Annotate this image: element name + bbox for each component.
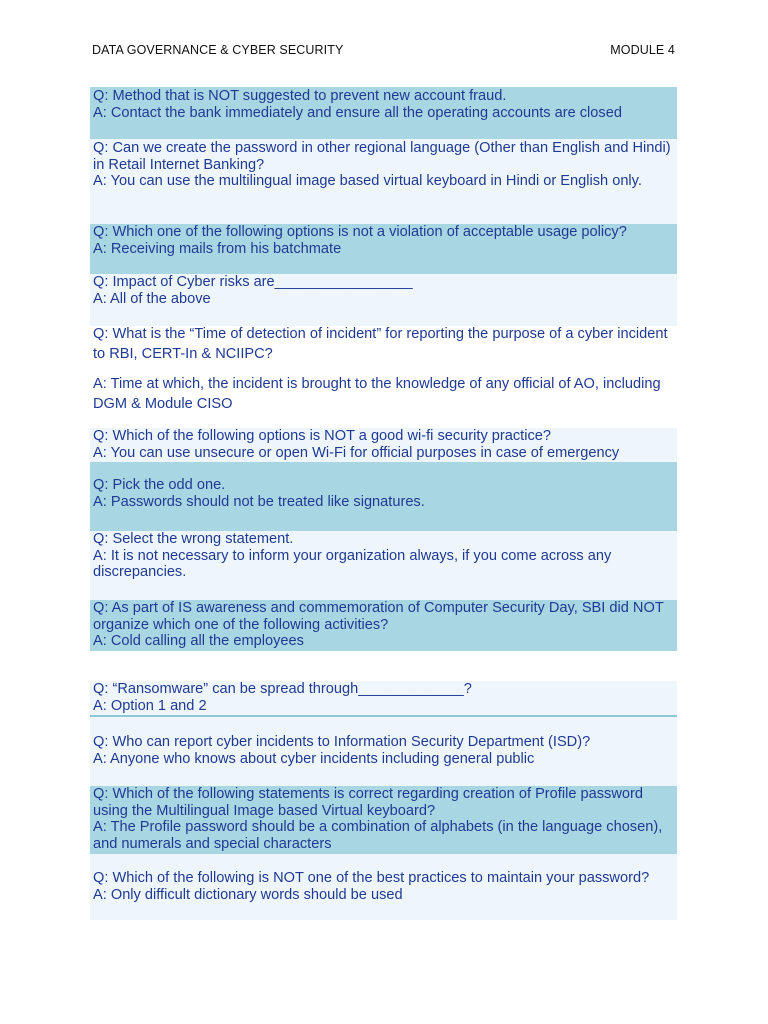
answer-5: A: Time at which, the incident is brought to the knowledge of any official of AO, including DGM & Module CISO (93, 376, 661, 412)
qa-block-9 (90, 600, 677, 651)
answer-10: A: Option 1 and 2 (93, 697, 207, 714)
qa-block-11 (90, 717, 677, 786)
question-6: Q: Which of the following options is NOT a good wi-fi security practice? (93, 428, 552, 444)
question-4: Q: Impact of Cyber risks are_________________ (93, 274, 413, 290)
question-7: Q: Pick the odd one. (93, 477, 226, 493)
qa-block-3 (90, 224, 677, 274)
question-1: Q: Method that is NOT suggested to prevent new account fraud. (93, 88, 507, 104)
question-3: Q: Which one of the following options is not a violation of acceptable usage policy? (93, 224, 627, 240)
header-title: DATA GOVERNANCE & CYBER SECURITY (92, 43, 344, 57)
question-12: Q: Which of the following statements is correct regarding creation of Profile password using the Multilingual Image based Virtual keyboard? (93, 786, 643, 819)
question-11: Q: Who can report cyber incidents to Information Security Department (ISD)? (93, 734, 591, 750)
qa-block-6 (90, 428, 677, 462)
question-10: Q: “Ransomware” can be spread through_____________? (93, 681, 472, 697)
answer-7: A: Passwords should not be treated like signatures. (93, 493, 425, 510)
qa-block-10 (90, 681, 677, 715)
qa-block-1 (90, 87, 677, 139)
answer-6: A: You can use unsecure or open Wi-Fi for official purposes in case of emergency (93, 444, 620, 461)
qa-block-4 (90, 274, 677, 326)
answer-1: A: Contact the bank immediately and ensure all the operating accounts are closed (93, 104, 622, 121)
qa-block-5 (90, 325, 677, 421)
answer-13: A: Only difficult dictionary words should be used (93, 886, 403, 903)
question-8: Q: Select the wrong statement. (93, 531, 294, 547)
answer-4: A: All of the above (93, 290, 211, 307)
header-module: MODULE 4 (610, 43, 675, 57)
qa-block-8 (90, 531, 677, 600)
answer-9: A: Cold calling all the employees (93, 633, 304, 650)
question-9: Q: As part of IS awareness and commemoration of Computer Security Day, SBI did NOT organize which one of the following activities? (93, 600, 664, 633)
qa-block-13 (90, 854, 677, 920)
answer-11: A: Anyone who knows about cyber incidents including general public (93, 750, 535, 767)
qa-block-2 (90, 139, 677, 224)
answer-12: A: The Profile password should be a combination of alphabets (in the language chosen), and numerals and special characters (93, 819, 663, 853)
qa-block-7 (90, 462, 677, 531)
answer-2: A: You can use the multilingual image based virtual keyboard in Hindi or English only. (93, 173, 642, 190)
question-5: Q: What is the “Time of detection of incident” for reporting the purpose of a cyber incident to RBI, CERT-In & NCIIPC? (93, 326, 668, 362)
question-2: Q: Can we create the password in other regional language (Other than English and Hindi) in Retail Internet Banking? (93, 140, 671, 173)
qa-block-12 (90, 786, 677, 854)
answer-8: A: It is not necessary to inform your organization always, if you come across any discrepancies. (93, 547, 612, 581)
question-13: Q: Which of the following is NOT one of the best practices to maintain your password? (93, 870, 650, 886)
answer-3: A: Receiving mails from his batchmate (93, 240, 342, 257)
